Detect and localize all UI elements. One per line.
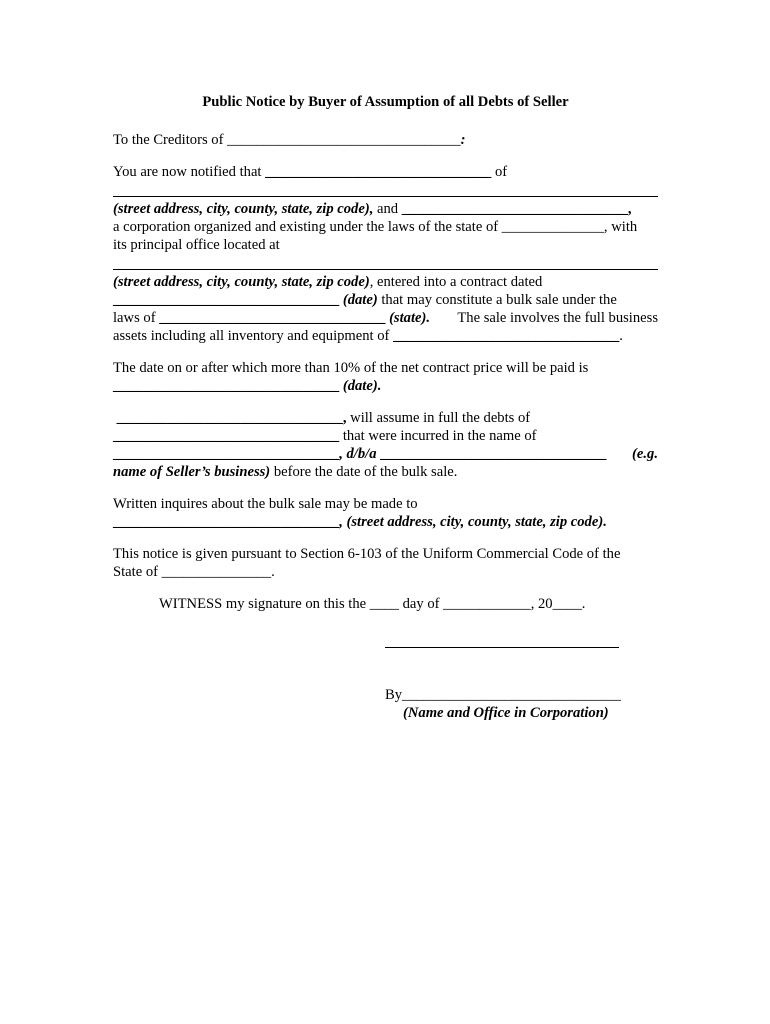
assets-blank: _______________________________	[393, 328, 620, 344]
assume-line	[113, 409, 658, 427]
date-paid-blank: _______________________________	[113, 378, 340, 394]
incurred-blank: _______________________________	[113, 428, 340, 444]
seller-business-suffix: before the date of the bulk sale.	[270, 464, 458, 480]
corporation-line-1: a corporation organized and existing under the laws of the state of ______________, with	[113, 219, 638, 235]
document-title: Public Notice by Buyer of Assumption of all Debts of Seller	[202, 94, 569, 110]
document-page	[113, 94, 658, 722]
contract-date-suffix: that may constitute a bulk sale under the	[377, 292, 617, 308]
inquiries-blank: _______________________________	[113, 514, 340, 530]
notice-line-1: This notice is given pursuant to Section 6-103 of the Uniform Commercial Code of the	[113, 546, 621, 562]
inquiries-address-line	[113, 513, 658, 531]
date-paid-line: The date on or after which more than 10% of the net contract price will be paid is	[113, 360, 589, 376]
address-blank-1: _______________________________,	[401, 201, 632, 217]
laws-prefix: laws of	[113, 310, 160, 326]
assume-blank: _______________________________	[113, 410, 343, 426]
contract-date-label: (date)	[339, 292, 378, 308]
seller-business-line	[113, 463, 658, 481]
assets-suffix: .	[619, 328, 623, 344]
assume-suffix: will assume in full the debts of	[346, 410, 531, 426]
assume-comma: ,	[342, 410, 347, 426]
incurred-suffix: that were incurred in the name of	[339, 428, 537, 444]
dba-blank-2: _______________________________	[380, 446, 607, 462]
notice-line-2: State of _______________.	[113, 564, 275, 580]
signature-line	[385, 613, 619, 648]
address-rule-1	[113, 181, 658, 197]
laws-line	[113, 309, 658, 327]
address-line-1	[113, 200, 658, 218]
incurred-line	[113, 427, 658, 445]
dba-line	[113, 445, 658, 463]
assets-prefix: assets including all inventory and equipment of	[113, 328, 394, 344]
notified-suffix: of	[491, 164, 508, 180]
corporation-line-2: its principal office located at	[113, 237, 280, 253]
address-suffix-2: , entered into a contract dated	[369, 274, 543, 290]
name-office-label: (Name and Office in Corporation)	[403, 705, 609, 721]
laws-state-label: (state).	[385, 310, 431, 326]
date-paid-value-line	[113, 377, 658, 395]
creditors-colon: :	[460, 132, 466, 148]
laws-blank: _______________________________	[159, 310, 386, 326]
dba-eg: (e.g.	[628, 446, 658, 462]
date-paid-label: (date).	[339, 378, 382, 394]
contract-date-line	[113, 291, 658, 309]
laws-suffix: The sale involves the full business	[453, 310, 658, 326]
dba-blank-1: _______________________________	[113, 446, 340, 462]
address-italic-2: (street address, city, county, state, zip code)	[113, 274, 370, 290]
dba-label: , d/b/a	[339, 446, 381, 462]
address-rule-2	[113, 254, 658, 270]
inquiries-address-label: , (street address, city, county, state, zip code).	[339, 514, 607, 530]
witness-line: WITNESS my signature on this the ____ day of ____________, 20____.	[159, 596, 586, 612]
creditors-text: To the Creditors of ________________________________	[113, 132, 461, 148]
notified-line	[113, 163, 658, 181]
seller-business-label: name of Seller’s business)	[113, 464, 271, 480]
notified-blank: _______________________________	[265, 164, 492, 180]
address-and: and	[373, 201, 402, 217]
assets-line	[113, 327, 658, 345]
contract-date-blank: _______________________________	[113, 292, 340, 308]
address-italic-1: (street address, city, county, state, zip code),	[113, 201, 374, 217]
creditors-line	[113, 131, 658, 149]
address-line-2	[113, 273, 658, 291]
notified-prefix: You are now notified that	[113, 164, 266, 180]
inquiries-line: Written inquires about the bulk sale may be made to	[113, 496, 418, 512]
by-line: By______________________________	[385, 687, 621, 703]
